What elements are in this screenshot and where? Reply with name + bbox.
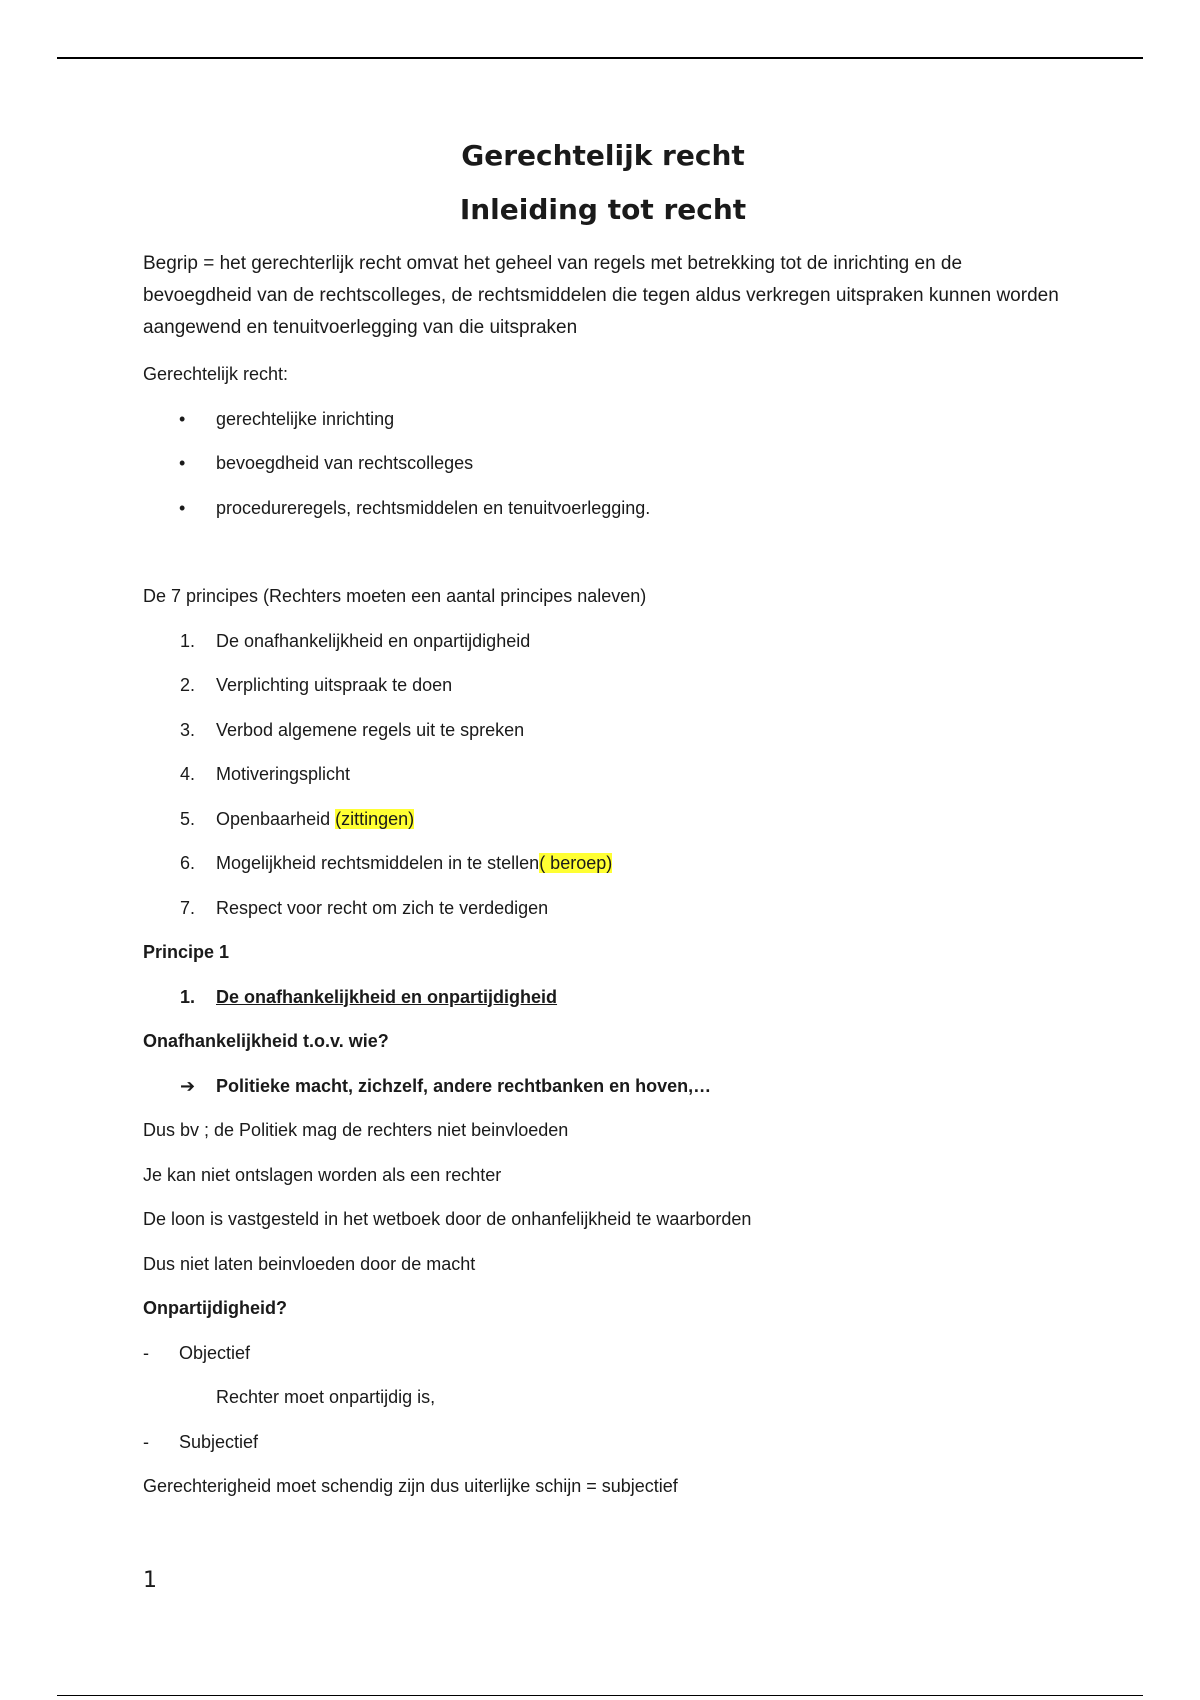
principle-number: 5. — [180, 808, 196, 829]
principle-number: 6. — [180, 853, 196, 873]
document-body — [143, 138, 1063, 1515]
footer-rule — [57, 1695, 1143, 1696]
document-subtitle: Inleiding tot recht — [459, 193, 747, 226]
principle-item — [143, 758, 1063, 790]
bullet-icon: • — [179, 408, 186, 429]
bullet-icon: • — [179, 453, 186, 473]
document-title: Gerechtelijk recht — [461, 139, 745, 172]
bullet-list — [143, 403, 1063, 524]
principle-text: Openbaarheid — [216, 808, 336, 829]
dash-icon: - — [143, 1342, 149, 1363]
principle-number: 1. — [180, 630, 196, 651]
section-label: Gerechtelijk recht: — [143, 364, 289, 384]
bullet-item — [143, 447, 1063, 479]
principle1-title: De onafhankelijkheid en onpartijdigheid — [216, 986, 558, 1007]
principle-item — [143, 803, 1063, 835]
closing-line: Gerechterigheid moet schendig zijn dus uiterlijke schijn = subjectief — [143, 1476, 678, 1496]
principle-text: Mogelijkheid rechtsmiddelen in te stellen — [216, 853, 540, 873]
highlighted-text: (zittingen) — [335, 808, 415, 829]
principle-number: 4. — [180, 764, 196, 784]
principle1-title-item — [143, 981, 1063, 1013]
principle1-number: 1. — [180, 986, 196, 1007]
principles-heading: De 7 principes (Rechters moeten een aantal principes naleven) — [143, 586, 647, 606]
impartiality-question: Onpartijdigheid? — [143, 1298, 287, 1318]
principle-text: Motiveringsplicht — [216, 764, 351, 784]
arrow-point-text: Politieke macht, zichzelf, andere rechtbanken en hoven,… — [216, 1075, 712, 1096]
principle-text: De onafhankelijkheid en onpartijdigheid — [216, 630, 531, 651]
principle-item — [143, 714, 1063, 746]
arrow-right-icon: ➔ — [180, 1075, 196, 1096]
page-number: 1 — [143, 1568, 157, 1593]
highlighted-text: ( beroep) — [539, 853, 613, 873]
subjective-label: Subjectief — [179, 1431, 259, 1452]
header-rule — [57, 57, 1143, 59]
principle-item — [143, 625, 1063, 657]
principle-item — [143, 892, 1063, 924]
principle-text: Verbod algemene regels uit te spreken — [216, 719, 525, 740]
bullet-item-text: gerechtelijke inrichting — [216, 408, 395, 429]
definition-paragraph: Begrip = het gerechterlijk recht omvat het geheel van regels met betrekking tot de inrichting en de bevoegdheid van de rechtscolleges, de rechtsmiddelen die tegen aldus verkregen uitspraken kunnen worden aangewend en tenuitvoerlegging van die uitspraken — [143, 253, 1059, 338]
independence-question: Onafhankelijkheid t.o.v. wie? — [143, 1031, 389, 1051]
principle-number: 3. — [180, 719, 196, 740]
objective-text: Rechter moet onpartijdig is, — [216, 1387, 436, 1407]
dash-icon: - — [143, 1431, 149, 1452]
body-line: Je kan niet ontslagen worden als een rechter — [143, 1164, 502, 1185]
body-line: De loon is vastgesteld in het wetboek door de onhanfelijkheid te waarborden — [143, 1209, 752, 1229]
principle-text: Verplichting uitspraak te doen — [216, 675, 453, 695]
principle-item — [143, 669, 1063, 701]
bullet-item-text: procedureregels, rechtsmiddelen en tenuitvoerlegging. — [216, 497, 651, 518]
subjective-item — [143, 1426, 1063, 1458]
principle1-heading: Principe 1 — [143, 942, 230, 962]
objective-label: Objectief — [179, 1342, 251, 1363]
bullet-icon: • — [179, 497, 186, 518]
bullet-item-text: bevoegdheid van rechtscolleges — [216, 453, 474, 473]
arrow-point — [143, 1070, 1063, 1102]
spacer — [143, 536, 1063, 580]
bullet-item — [143, 492, 1063, 524]
body-line: Dus bv ; de Politiek mag de rechters niet beinvloeden — [143, 1120, 569, 1140]
principle-number: 7. — [180, 897, 196, 918]
body-line: Dus niet laten beinvloeden door de macht — [143, 1253, 476, 1274]
principle-item — [143, 847, 1063, 879]
bullet-item — [143, 403, 1063, 435]
objective-item — [143, 1337, 1063, 1369]
principle-text: Respect voor recht om zich te verdedigen — [216, 897, 549, 918]
principle1-title-list — [143, 981, 1063, 1013]
principle-number: 2. — [180, 675, 196, 695]
principles-list — [143, 625, 1063, 924]
